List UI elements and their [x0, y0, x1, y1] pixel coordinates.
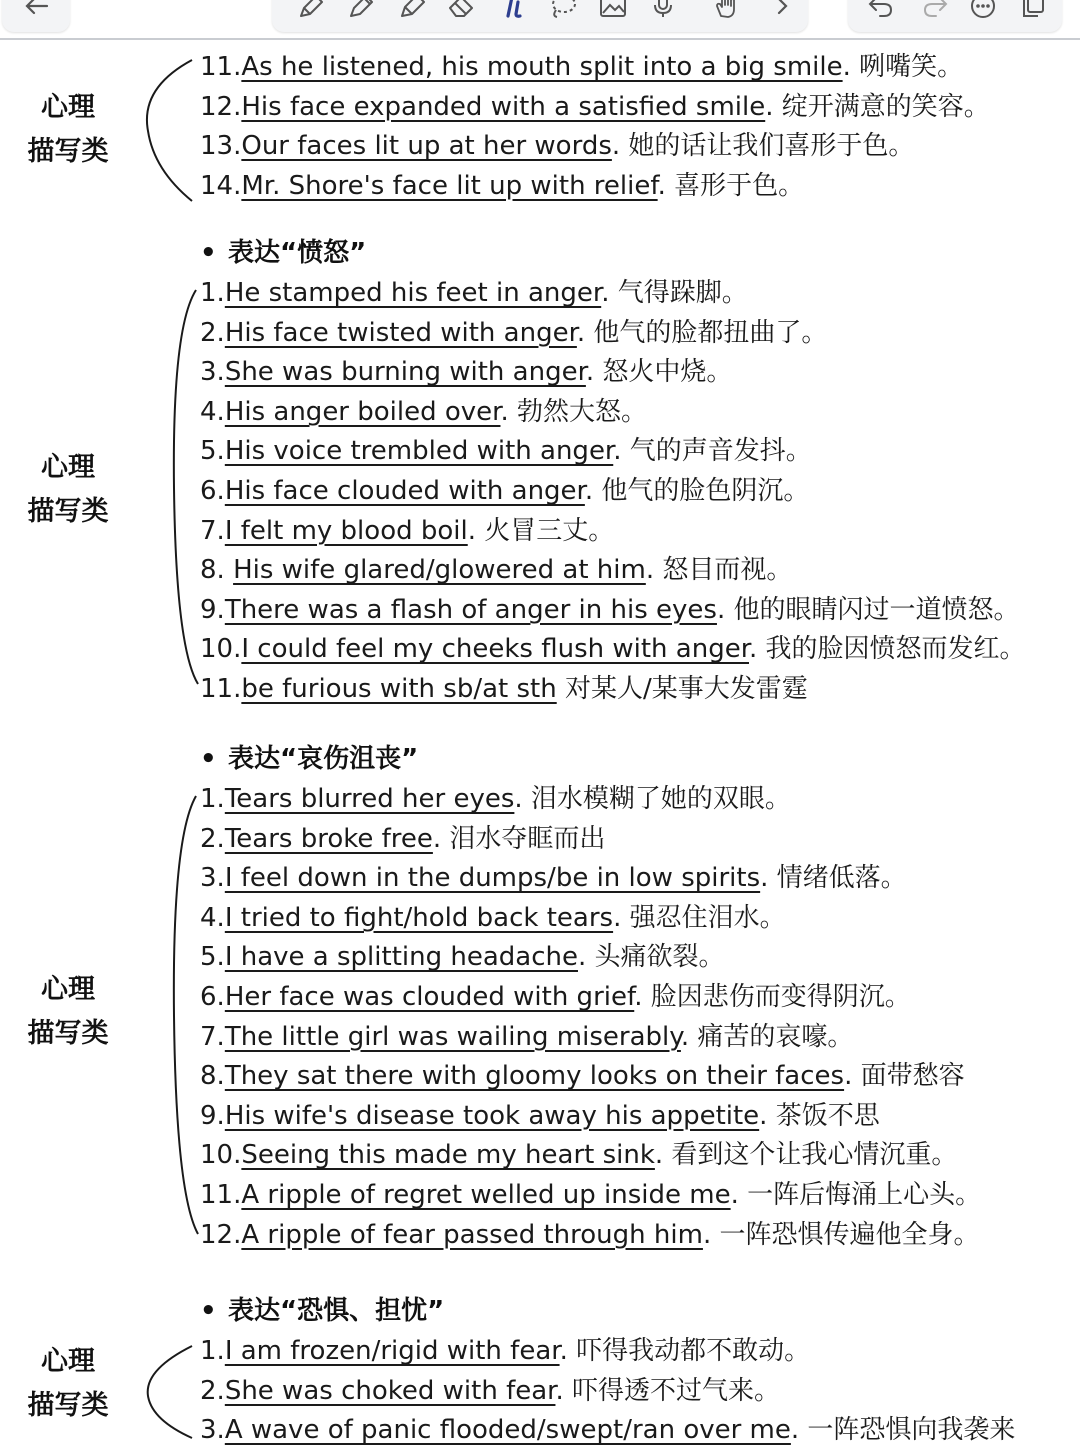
list-item: 8.They sat there with gloomy looks on their faces. 面带愁容	[200, 1061, 965, 1092]
bracket-brace	[140, 58, 200, 204]
side-label-line1: 心理	[41, 1346, 95, 1377]
phrase-list	[200, 1332, 1015, 1451]
undo-icon[interactable]	[866, 0, 896, 18]
list-item: 1.Tears blurred her eyes. 泪水模糊了她的双眼。	[200, 784, 791, 814]
side-label	[18, 446, 118, 534]
back-arrow-icon[interactable]	[21, 0, 51, 18]
side-label-line1: 心理	[41, 974, 95, 1005]
pen-icon[interactable]	[296, 0, 326, 18]
list-item: 10.I could feel my cheeks flush with anger. 我的脸因愤怒而发红。	[200, 634, 1026, 665]
list-item: 4.I tried to fight/hold back tears. 强忍住泪水。	[200, 902, 786, 933]
list-item: 13.Our faces lit up at her words. 她的话让我们喜形于色。	[200, 131, 915, 162]
drawing-tools-group	[272, 0, 808, 32]
section-heading: • 表达“哀伤沮丧”	[200, 744, 419, 774]
list-item: 11.A ripple of regret welled up inside me. 一阵后悔涌上心头。	[200, 1179, 982, 1210]
more-icon[interactable]	[968, 0, 998, 18]
pages-icon[interactable]	[1018, 0, 1048, 18]
list-item: 1.I am frozen/rigid with fear. 吓得我动都不敢动。	[200, 1336, 811, 1366]
list-item: 12.A ripple of fear passed through him. 一阵恐惧传遍他全身。	[200, 1219, 980, 1250]
list-item: 9.His wife's disease took away his appetite. 茶饭不思	[200, 1100, 880, 1131]
list-item: 4.His anger boiled over. 勃然大怒。	[200, 396, 648, 427]
toolbar-divider	[0, 38, 1080, 40]
phrase-list	[200, 274, 1026, 710]
side-label-line1: 心理	[41, 452, 95, 483]
bullet-icon: •	[200, 238, 217, 268]
eraser-icon[interactable]	[446, 0, 476, 18]
highlighter-icon[interactable]	[396, 0, 426, 18]
list-item: 10.Seeing this made my heart sink. 看到这个让我心情沉重。	[200, 1140, 958, 1171]
redo-icon[interactable]	[920, 0, 950, 18]
list-item: 6.His face clouded with anger. 他气的脸色阴沉。	[200, 475, 810, 506]
list-item: 1.He stamped his feet in anger. 气得跺脚。	[200, 278, 748, 308]
side-label-line1: 心理	[41, 92, 95, 123]
list-item: 8. His wife glared/glowered at him. 怒目而视。	[200, 555, 793, 586]
side-label	[18, 86, 118, 174]
phrase-list	[200, 780, 981, 1255]
side-label-line2: 描写类	[27, 1390, 109, 1421]
list-item: 5.His voice trembled with anger. 气的声音发抖。	[200, 436, 812, 467]
list-item: 2.Tears broke free. 泪水夺眶而出	[200, 823, 606, 854]
document-actions-group	[848, 0, 1062, 32]
list-item: 12.His face expanded with a satisfied smile. 绽开满意的笑容。	[200, 91, 990, 122]
list-item: 2.His face twisted with anger. 他气的脸都扭曲了。	[200, 317, 828, 348]
lasso-icon[interactable]	[548, 0, 578, 18]
text-tool-icon[interactable]	[498, 0, 528, 18]
list-item: 6.Her face was clouded with grief. 脸因悲伤而变得阴沉。	[200, 981, 911, 1012]
bracket-brace	[142, 1344, 202, 1440]
top-toolbar	[0, 0, 1080, 38]
hand-icon[interactable]	[712, 0, 742, 18]
list-item: 7.I felt my blood boil. 火冒三丈。	[200, 515, 615, 546]
section-heading: • 表达“恐惧、担忧”	[200, 1296, 445, 1326]
side-label-line2: 描写类	[27, 136, 109, 167]
side-label-line2: 描写类	[27, 496, 109, 527]
chevron-right-icon[interactable]	[768, 0, 798, 18]
list-item: 3.She was burning with anger. 怒火中烧。	[200, 357, 733, 388]
pencil-icon[interactable]	[346, 0, 376, 18]
list-item: 7.The little girl was wailing miserably. 痛苦的哀嚎。	[200, 1021, 854, 1052]
list-item: 5.I have a splitting headache. 头痛欲裂。	[200, 942, 725, 973]
side-label	[18, 968, 118, 1056]
list-item: 11.As he listened, his mouth split into a big smile. 咧嘴笑。	[200, 52, 964, 82]
side-label	[18, 1340, 118, 1428]
section-heading: • 表达“愤怒”	[200, 238, 367, 268]
image-icon[interactable]	[598, 0, 628, 18]
bullet-icon: •	[200, 744, 217, 774]
phrase-list	[200, 48, 990, 206]
list-item: 3.A wave of panic flooded/swept/ran over me. 一阵恐惧向我袭来	[200, 1415, 1016, 1446]
side-label-line2: 描写类	[27, 1018, 109, 1049]
list-item: 9.There was a flash of anger in his eyes. 他的眼睛闪过一道愤怒。	[200, 594, 1020, 625]
list-item: 3.I feel down in the dumps/be in low spirits. 情绪低落。	[200, 863, 907, 894]
list-item: 14.Mr. Shore's face lit up with relief. 喜形于色。	[200, 170, 805, 201]
back-group	[2, 0, 70, 32]
microphone-icon[interactable]	[648, 0, 678, 18]
list-item: 11.be furious with sb/at sth 对某人/某事大发雷霆	[200, 673, 808, 704]
list-item: 2.She was choked with fear. 吓得透不过气来。	[200, 1375, 780, 1406]
bullet-icon: •	[200, 1296, 217, 1326]
